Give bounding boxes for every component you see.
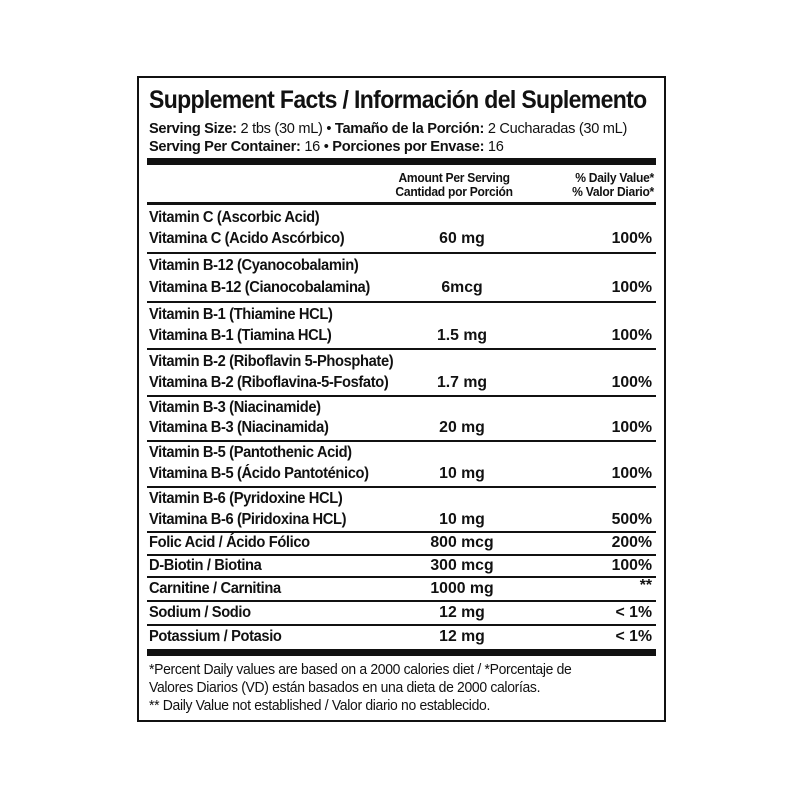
nutrient-amount: 10 mg xyxy=(439,465,485,482)
nutrient-daily-value: 100% xyxy=(611,419,652,436)
nutrient-amount: 20 mg xyxy=(439,419,485,436)
nutrient-name-en: Vitamin B-5 (Pantothenic Acid) xyxy=(149,444,352,461)
header-divider xyxy=(147,202,656,205)
nutrient-name-es: Vitamina B-12 (Cianocobalamina) xyxy=(149,279,370,296)
nutrient-amount: 60 mg xyxy=(439,230,485,247)
bottom-divider xyxy=(147,649,656,656)
nutrient-amount: 1.5 mg xyxy=(436,327,488,344)
nutrient-name: Sodium / Sodio xyxy=(149,604,251,621)
nutrient-amount: 12 mg xyxy=(439,628,485,645)
nutrient-name: Carnitine / Carnitina xyxy=(149,580,281,597)
row-divider xyxy=(147,348,656,350)
serving-size-value: 2 tbs (30 mL) • xyxy=(240,121,332,137)
nutrient-name-es: Vitamina B-1 (Tiamina HCL) xyxy=(149,327,332,344)
nutrient-name-es: Vitamina B-5 (Ácido Pantoténico) xyxy=(149,465,369,482)
nutrient-amount: 300 mcg xyxy=(430,557,494,574)
nutrient-amount: 1.7 mg xyxy=(436,374,488,391)
serving-size-es-label: Tamaño de la Porción: xyxy=(334,121,485,137)
row-divider xyxy=(147,252,656,254)
footnote-line-1: *Percent Daily values are based on a 2000 calories diet / *Porcentaje de xyxy=(149,661,572,678)
nutrient-daily-value: 100% xyxy=(611,279,652,296)
serving-size-es-value: 2 Cucharadas (30 mL) xyxy=(487,121,628,137)
serving-size-line xyxy=(149,121,627,138)
dv-header-es: % Valor Diario* xyxy=(572,184,654,199)
nutrient-name-es: Vitamina B-2 (Riboflavina-5-Fosfato) xyxy=(149,374,389,391)
nutrient-daily-value: 100% xyxy=(611,327,652,344)
nutrient-name-en: Vitamin B-3 (Niacinamide) xyxy=(149,399,321,416)
nutrient-name: Potassium / Potasio xyxy=(149,628,282,645)
nutrient-name-en: Vitamin B-6 (Pyridoxine HCL) xyxy=(149,490,343,507)
nutrient-name-es: Vitamina B-3 (Niacinamida) xyxy=(149,419,329,436)
nutrient-amount: 1000 mg xyxy=(430,580,494,597)
amount-column-header xyxy=(395,171,512,199)
row-divider xyxy=(147,301,656,303)
servings-per-container-value: 16 • xyxy=(304,139,329,155)
amount-header-es: Cantidad por Porción xyxy=(395,184,513,199)
footnote xyxy=(149,661,571,715)
nutrient-name-en: Vitamin B-2 (Riboflavin 5-Phosphate) xyxy=(149,353,394,370)
nutrient-daily-value: 100% xyxy=(611,230,652,247)
footnote-line-3: ** Daily Value not established / Valor diario no establecido. xyxy=(149,697,491,714)
nutrient-daily-value: ** xyxy=(639,577,652,594)
nutrient-daily-value: 200% xyxy=(611,534,652,551)
servings-per-container-es-label: Porciones por Envase: xyxy=(332,139,485,155)
nutrient-daily-value: < 1% xyxy=(615,604,652,621)
nutrient-amount: 800 mcg xyxy=(430,534,494,551)
nutrient-daily-value: 100% xyxy=(611,465,652,482)
top-divider xyxy=(147,158,656,165)
supplement-facts-panel xyxy=(137,76,666,722)
nutrient-daily-value: < 1% xyxy=(615,628,652,645)
nutrient-amount: 12 mg xyxy=(439,604,485,621)
nutrient-daily-value: 500% xyxy=(611,511,652,528)
servings-per-container-line xyxy=(149,139,504,156)
servings-per-container-label: Serving Per Container: xyxy=(149,139,301,155)
nutrient-daily-value: 100% xyxy=(611,557,652,574)
nutrient-name-en: Vitamin B-1 (Thiamine HCL) xyxy=(149,306,333,323)
nutrient-amount: 10 mg xyxy=(439,511,485,528)
nutrient-name-es: Vitamina C (Acido Ascórbico) xyxy=(149,230,345,247)
nutrient-name: D-Biotin / Biotina xyxy=(149,557,262,574)
nutrient-amount: 6mcg xyxy=(441,279,483,296)
nutrient-name-es: Vitamina B-6 (Piridoxina HCL) xyxy=(149,511,347,528)
panel-title: Supplement Facts / Información del Suplemento xyxy=(149,86,647,114)
nutrient-name-en: Vitamin B-12 (Cyanocobalamin) xyxy=(149,257,359,274)
amount-header-en: Amount Per Serving xyxy=(398,170,510,185)
daily-value-column-header xyxy=(572,171,654,199)
servings-per-container-es-value: 16 xyxy=(487,139,504,155)
nutrient-name: Folic Acid / Ácido Fólico xyxy=(149,534,310,551)
serving-size-label: Serving Size: xyxy=(149,121,237,137)
dv-header-en: % Daily Value* xyxy=(575,170,654,185)
footnote-line-2: Valores Diarios (VD) están basados en una dieta de 2000 calorías. xyxy=(149,679,541,696)
nutrient-daily-value: 100% xyxy=(611,374,652,391)
nutrient-name-en: Vitamin C (Ascorbic Acid) xyxy=(149,209,320,226)
